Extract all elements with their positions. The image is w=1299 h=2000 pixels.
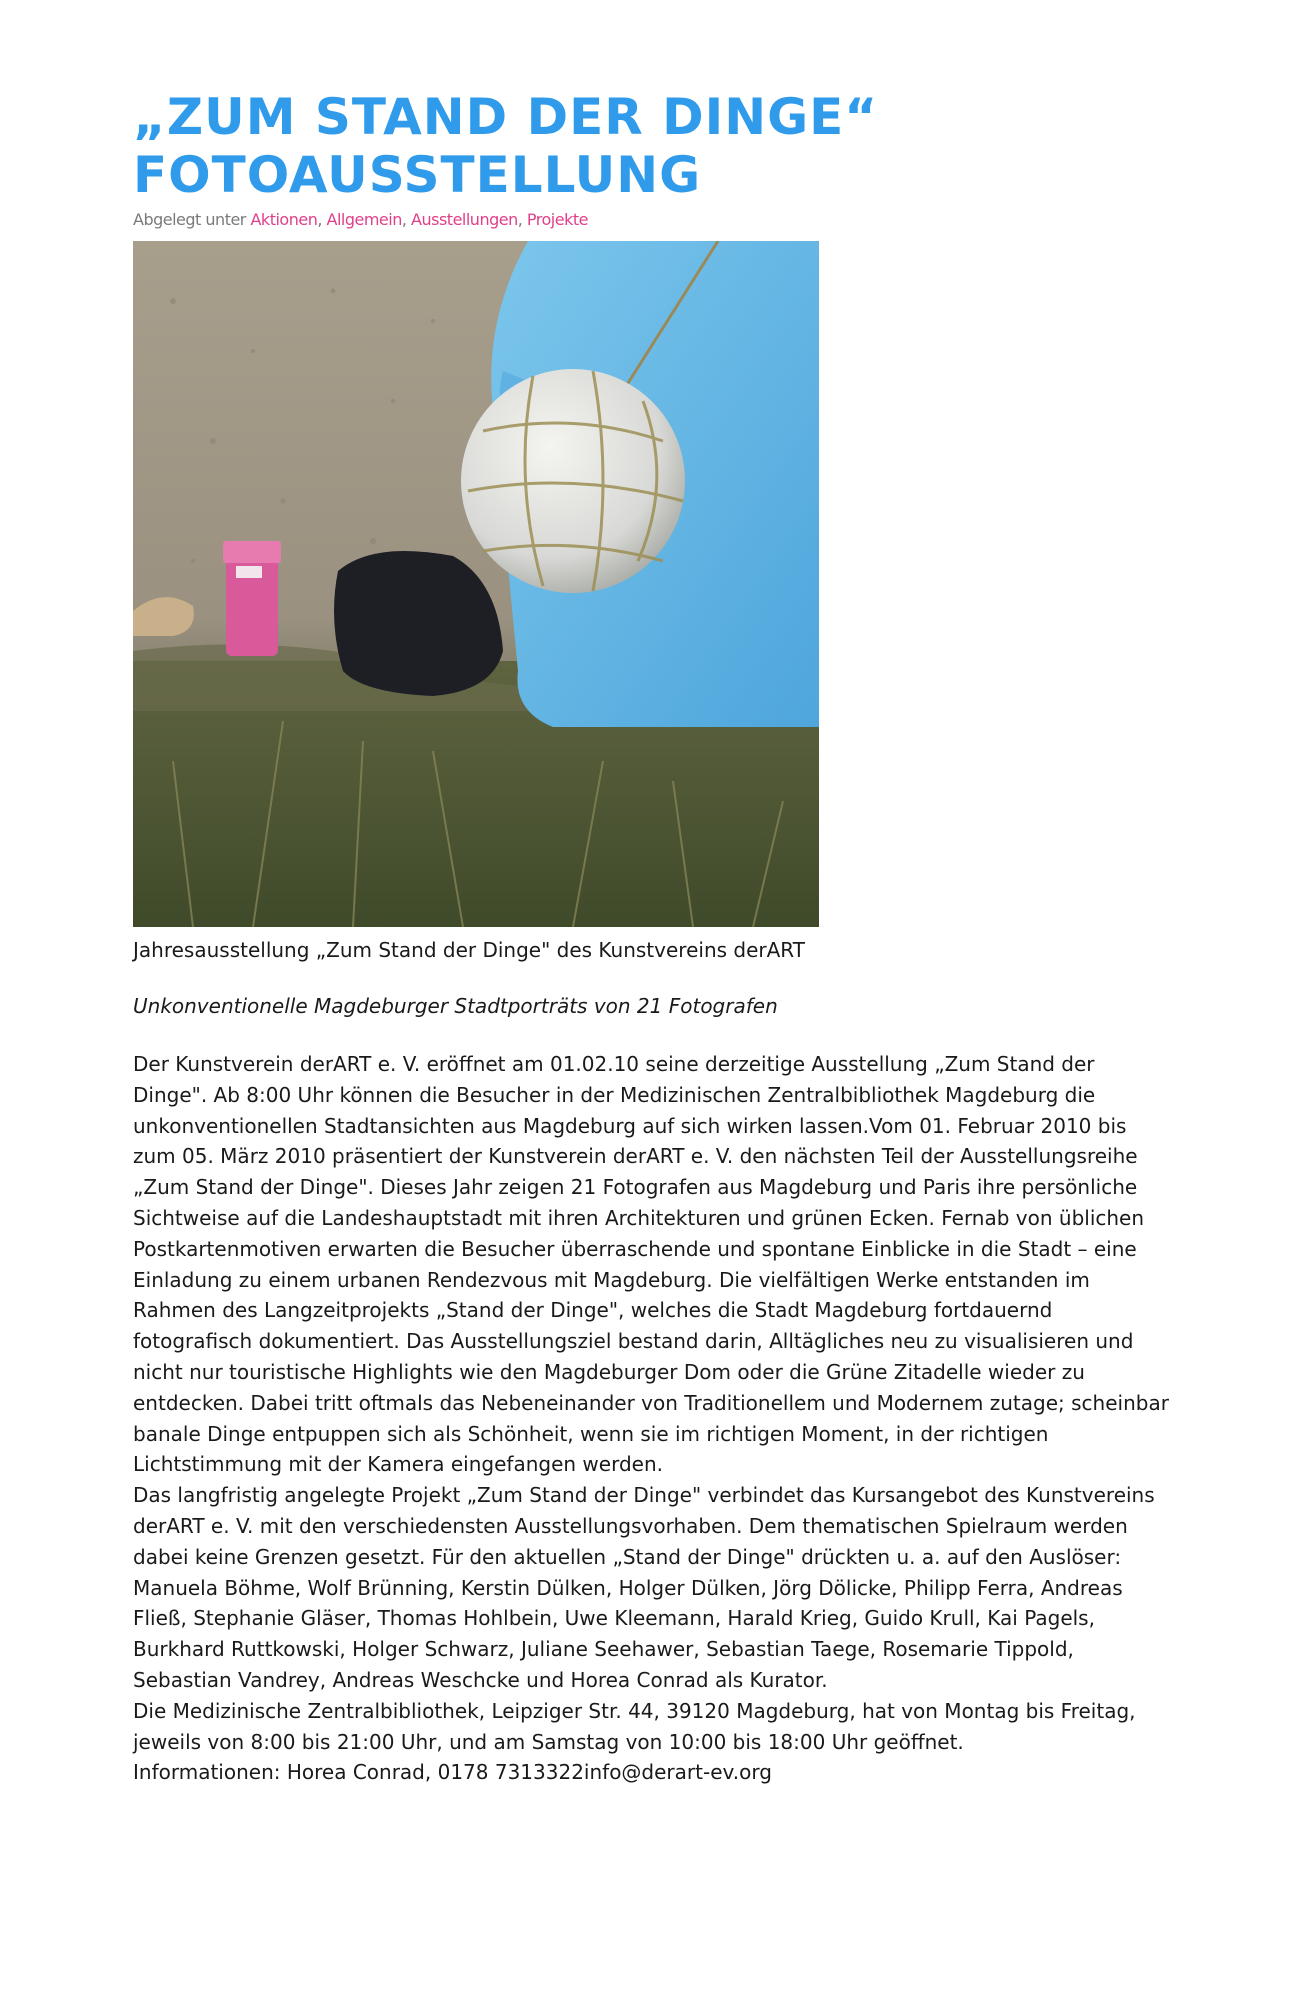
title-line-1: „ZUM STAND DER DINGE“ bbox=[133, 88, 879, 146]
category-link-allgemein[interactable]: Allgemein bbox=[326, 210, 402, 229]
body-paragraph: Das langfristig angelegte Projekt „Zum Stand der Dinge" verbindet das Kursangebot des Kunstvereins derART e. V. mit den verschiedensten Ausstellungsvorhaben. Dem thematischen Spielraum werden dabei keine Grenzen gesetzt. Für den aktuellen „Stand der Dinge" drückten u. a. auf den Auslöser: Manuela Böhme, Wolf Brünning, Kerstin Dülken, Holger Dülken, Jörg Dölicke, Philipp Ferra, Andreas Fließ, Stephanie Gläser, Thomas Hohlbein, Uwe Kleemann, Harald Krieg, Guido Krull, Kai Pagels, Burkhard Ruttkowski, Holger Schwarz, Juliane Seehawer, Sebastian Taege, Rosemarie Tippold, Sebastian Vandrey, Andreas Weschcke und Horea Conrad als Kurator. bbox=[133, 1483, 1155, 1692]
article-title bbox=[133, 88, 1173, 204]
category-link-aktionen[interactable]: Aktionen bbox=[250, 210, 318, 229]
article bbox=[133, 88, 1173, 1788]
photo-caption: Jahresausstellung „Zum Stand der Dinge" des Kunstvereins derART bbox=[133, 938, 805, 962]
article-subtitle: Unkonventionelle Magdeburger Stadtporträts von 21 Fotografen bbox=[133, 994, 778, 1018]
article-body bbox=[133, 1049, 1173, 1788]
filed-under-label: Abgelegt unter bbox=[133, 210, 246, 229]
title-line-2: FOTOAUSSTELLUNG bbox=[133, 146, 702, 204]
body-paragraph: Der Kunstverein derART e. V. eröffnet am 01.02.10 seine derzeitige Ausstellung „Zum Stand der Dinge". Ab 8:00 Uhr können die Besucher in der Medizinischen Zentralbibliothek Magdeburg die unkonventionellen Stadtansichten aus Magdeburg auf sich wirken lassen.Vom 01. Februar 2010 bis zum 05. März 2010 präsentiert der Kunstverein derART e. V. den nächsten Teil der Ausstellungsreihe „Zum Stand der Dinge". Dieses Jahr zeigen 21 Fotografen aus Magdeburg und Paris ihre persönliche Sichtweise auf die Landeshauptstadt mit ihren Architekturen und grünen Ecken. Fernab von üblichen Postkartenmotiven erwarten die Besucher überraschende und spontane Einblicke in die Stadt – eine Einladung zu einem urbanen Rendezvous mit Magdeburg. Die vielfältigen Werke entstanden im Rahmen des Langzeitprojekts „Stand der Dinge", welches die Stadt Magdeburg fortdauernd fotografisch dokumentiert. Das Ausstellungsziel bestand darin, Alltägliches neu zu visualisieren und nicht nur touristische Highlights wie den Magdeburger Dom oder die Grüne Zitadelle wieder zu entdecken. Dabei tritt oftmals das Nebeneinander von Traditionellem und Modernem zutage; scheinbar banale Dinge entpuppen sich als Schönheit, wenn sie im richtigen Moment, in der richtigen Lichtstimmung mit der Kamera eingefangen werden. bbox=[133, 1052, 1169, 1477]
category-link-projekte[interactable]: Projekte bbox=[526, 210, 588, 229]
category-link-ausstellungen[interactable]: Ausstellungen bbox=[411, 210, 518, 229]
category-meta: Abgelegt unter Aktionen, Allgemein, Ausstellungen, Projekte bbox=[133, 210, 588, 229]
body-paragraph: Die Medizinische Zentralbibliothek, Leipziger Str. 44, 39120 Magdeburg, hat von Montag bis Freitag, jeweils von 8:00 bis 21:00 Uhr, und am Samstag von 10:00 bis 18:00 Uhr geöffnet. bbox=[133, 1698, 1136, 1754]
exhibition-photo bbox=[133, 241, 819, 927]
contact-line: Informationen: Horea Conrad, 0178 7313322info@derart-ev.org bbox=[133, 1760, 772, 1785]
